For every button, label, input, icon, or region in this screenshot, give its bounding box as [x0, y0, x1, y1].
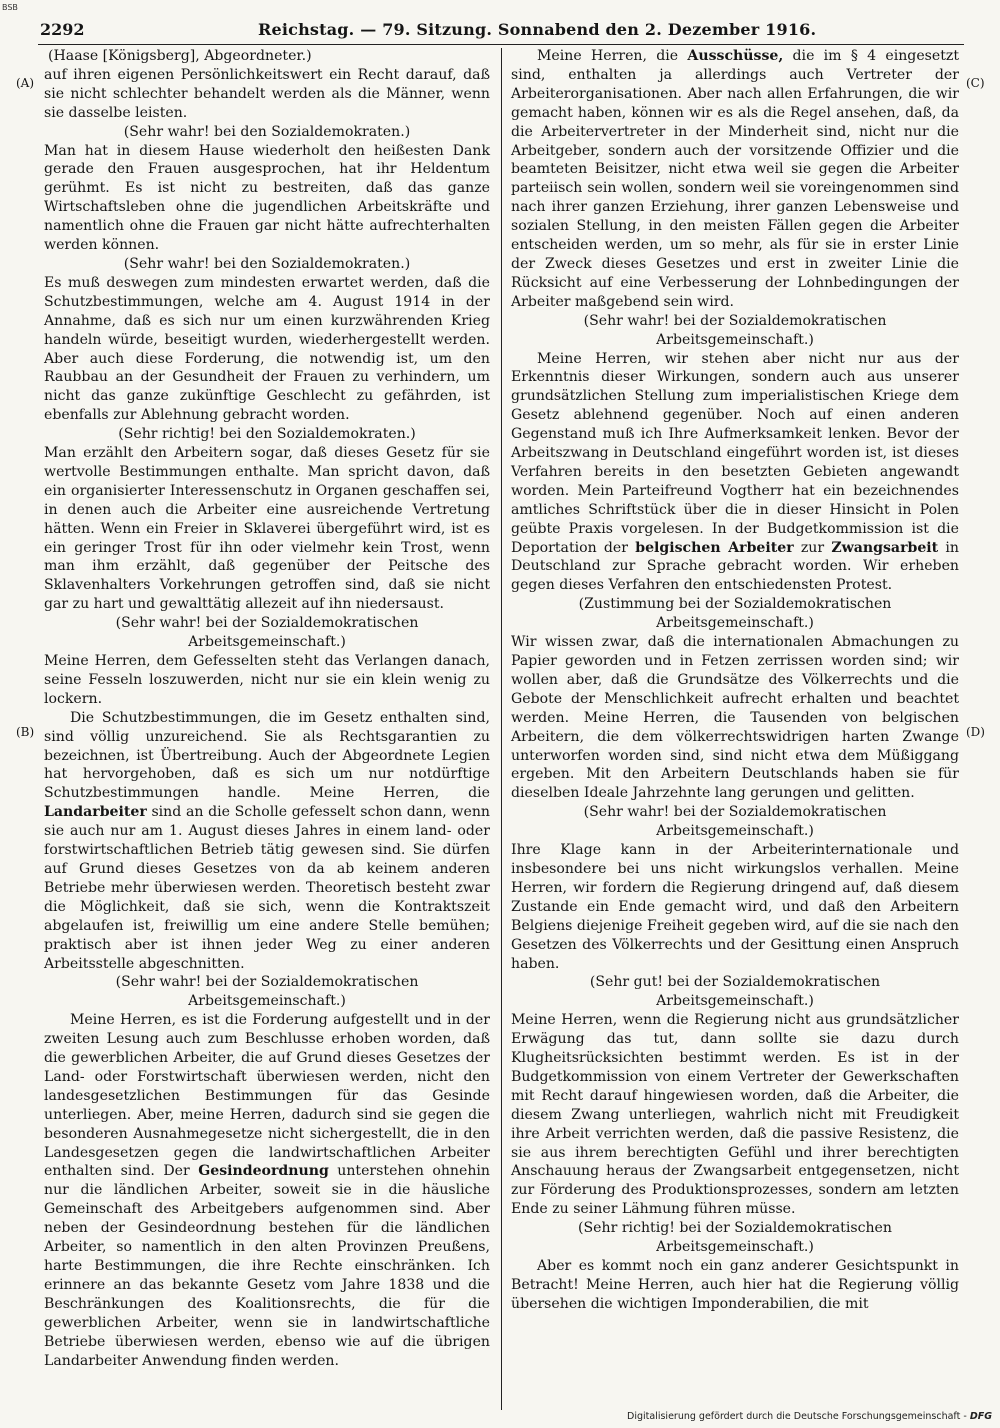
footer-text: Digitalisierung gefördert durch die Deutsche Forschungsgemeinschaft - [627, 1411, 967, 1422]
paragraph [44, 1011, 490, 1370]
reaction: (Sehr wahr! bei der Sozialdemokratischen Arbeitsgemeinschaft.) [115, 615, 419, 651]
reaction: (Sehr wahr! bei den Sozialdemokraten.) [123, 123, 411, 140]
paragraph: Meine Herren, dem Gefesselten steht das Verlangen danach, seine Fesseln loszuwerden, nicht nur sie ein klein wenig zu lockern. [44, 653, 490, 707]
text-run: sind an die Scholle gefesselt schon dann, wenn sie auch nur am 1. August dieses Jahres in einem land- oder forstwirtschaftlichen Betrieb tätig gewesen sind. Sie dürfen auf Grund dieses Gesetzes von da ab keinem anderen Betriebe mehr überwiesen werden. Theoretisch besteht zwar die Möglichkeit, daß sie sich, wenn die Kontraktszeit abgelaufen ist, freiwillig um eine andere Stelle bemühen; praktisch aber ist ihnen jeder Weg zu einer anderen Arbeitsstelle abgeschnitten. [44, 804, 490, 972]
right-column [511, 47, 959, 1314]
reaction: (Sehr wahr! bei der Sozialdemokratischen Arbeitsgemeinschaft.) [583, 312, 887, 348]
text-run: Die Schutzbestimmungen, die im Gesetz enthalten sind, sind völlig unzureichend. Sie als Rechtsgarantien zu bezeichnen, ist Übertreibung. Auch der Abgeordnete Legien hat hervorgehoben, daß es sich um nur notdürftige Schutzbestimmungen handle. Meine Herren, die [44, 709, 490, 802]
emphasis-term: Landarbeiter [44, 804, 147, 821]
header-rule [38, 44, 964, 45]
paragraph: Es muß deswegen zum mindesten erwartet werden, daß die Schutzbestimmungen, welche am 4. August 1914 in der Annahme, daß es sich nur um einen kurzwährenden Krieg handeln würde, beseitigt wurden, wiederhergestellt werden. Aber auch diese Forderung, die notwendig ist, um den Raubbau an der Gesundheit der Frauen zu verhindern, um nicht das ganze zukünftige Geschlecht zu gefährden, ist ebenfalls zur Ablehnung gebracht worden. [44, 274, 490, 424]
page-number: 2292 [40, 20, 85, 39]
column-divider [501, 48, 502, 1410]
reaction: (Sehr richtig! bei der Sozialdemokratischen Arbeitsgemeinschaft.) [578, 1220, 892, 1256]
paragraph [511, 350, 959, 596]
emphasis-term: belgischen Arbeiter [635, 539, 794, 556]
margin-marker-b: (B) [16, 725, 35, 739]
speaker-label: (Haase [Königsberg], Abgeordneter.) [48, 48, 312, 64]
text-run: unterstehen ohnehin nur die ländlichen Arbeiter, soweit sie in die häusliche Gemeinschaft des Arbeitgebers aufgenommen sind. Aber neben der Gesindeordnung bestehen für die ländlichen Arbeiter, so namentlich in den alten Provinzen Preußens, harte Bestimmungen, die ihre Rechte einschränken. Ich erinnere an das bekannte Gesetz vom Jahre 1838 und die Beschränkungen des Koalitionsrechts, die für die gewerblichen Arbeiter, wenn sie in landwirtschaftliche Betriebe überwiesen werden, ebenso wie auf die übrigen Landarbeiter Anwendung finden werden. [44, 1163, 490, 1369]
paragraph: Wir wissen zwar, daß die internationalen Abmachungen zu Papier geworden und in Fetzen zerrissen worden sind; wir wollen aber, daß die Grundsätze des Völkerrechts und die Gebote der Menschlichkeit aufrecht erhalten und beachtet werden. Meine Herren, die Tausenden von belgischen Arbeitern, die dem völkerrechtswidrigen harten Zwange unterworfen worden sind, sind nicht etwa dem Müßiggang ergeben. Mit den Arbeitern Deutschlands haben sie für dieselben Ideale Jahrzehnte lang gerungen und gelitten. [511, 634, 959, 802]
reaction: (Zustimmung bei der Sozialdemokratischen Arbeitsgemeinschaft.) [578, 596, 892, 632]
emphasis-term: Gesindeordnung [198, 1163, 329, 1180]
left-column [44, 47, 490, 1370]
reaction: (Sehr richtig! bei den Sozialdemokraten.) [118, 426, 416, 443]
running-title: Reichstag. — 79. Sitzung. Sonnabend den 2. Dezember 1916. [258, 20, 817, 39]
text-run: in Deutschland zur Sprache gebracht worden. Wir erheben gegen dieses Verfahren den entschiedensten Protest. [511, 539, 959, 594]
library-mark: BSB [2, 3, 18, 12]
paragraph: Ihre Klage kann in der Arbeiterinternationale und insbesondere bei uns nicht wirkungslos verhallen. Meine Herren, wir fordern die Regierung dringend auf, daß diesem Zustande ein Ende gemacht wird, und daß den Arbeitern Belgiens diejenige Freiheit gegeben wird, auf die sie nach den Gesetzen des Völkerrechts und der Gesittung einen Anspruch haben. [511, 842, 959, 972]
page-header [0, 18, 1000, 44]
reaction: (Sehr wahr! bei den Sozialdemokraten.) [123, 255, 411, 272]
emphasis-term: Zwangsarbeit [831, 539, 939, 556]
margin-marker-c: (C) [966, 76, 985, 90]
paragraph [44, 709, 490, 974]
reaction: (Sehr gut! bei der Sozialdemokratischen Arbeitsgemeinschaft.) [589, 974, 881, 1010]
paragraph: Man erzählt den Arbeitern sogar, daß dieses Gesetz für sie wertvolle Bestimmungen enthalte. Man spricht davon, daß ein organisierter Interessenschutz in Organen geschaffen sei, in denen auch die Arbeiter eine ausreichende Vertretung hätten. Wenn ein Freier in Sklaverei übergeführt wird, ist es ein geringer Trost für ihn oder vielmehr kein Trost, wenn man ihm erzählt, daß gegenüber der Peitsche des Sklavenhalters Vorkehrungen getroffen sind, daß sie nicht gar zu hart und gewalttätig allezeit auf ihn niedersaust. [44, 445, 490, 613]
margin-marker-d: (D) [966, 725, 985, 739]
dfg-logo: DFG [969, 1411, 992, 1422]
text-run: zur [793, 539, 832, 556]
text-run: Meine Herren, die [537, 48, 688, 64]
paragraph: Man hat in diesem Hause wiederholt den heißesten Dank gerade den Frauen ausgesprochen, hat ihr Heldentum gerühmt. Es ist nicht zu bestreiten, daß das ganze Wirtschaftsleben ohne die jugendlichen Arbeitskräfte und namentlich ohne die Frauen gar nicht hätte aufrechterhalten werden können. [44, 142, 490, 254]
margin-marker-a: (A) [16, 76, 35, 90]
paragraph [511, 47, 959, 312]
text-run: Meine Herren, es ist die Forderung aufgestellt und in der zweiten Lesung auch zum Beschlusse erhoben worden, daß die gewerblichen Arbeiter, die auf Grund dieses Gesetzes der Land- oder Forstwirtschaft überwiesen werden, nicht den landesgesetzlichen Bestimmungen für das Gesinde unterliegen. Aber, meine Herren, dadurch sind sie gegen die besonderen Ausnahmegesetze nicht sichergestellt, die in den Landesgesetzen gegen die landwirtschaftlichen Arbeiter enthalten sind. Der [44, 1012, 490, 1180]
emphasis-term: Ausschüsse, [687, 48, 784, 64]
reaction: (Sehr wahr! bei der Sozialdemokratischen Arbeitsgemeinschaft.) [583, 804, 887, 840]
digitization-footer [627, 1411, 992, 1422]
paragraph: Meine Herren, wenn die Regierung nicht aus grundsätzlicher Erwägung das tut, dann sollte sie dazu durch Klugheitsrücksichten bestimmt werden. Es ist in der Budgetkommission von einem Vertreter der Gewerkschaften mit Recht darauf hingewiesen worden, daß die Arbeiter, die diesem Zwang unterliegen, wahrlich nicht mit Freudigkeit ihre Arbeit verrichten werden, daß die passive Resistenz, die sie aus ihrem berechtigten Gefühl und ihrer berechtigten Anschauung heraus der Zwangsarbeit entgegensetzen, nicht zur Förderung des Produktionsprozesses, sondern am letzten Ende zu seiner Lähmung führen müsse. [511, 1012, 959, 1218]
text-run: die im § 4 eingesetzt sind, enthalten ja allerdings auch Vertreter der Arbeiterorganisationen. Aber nach allen Erfahrungen, die wir gemacht haben, können wir es als die Regel ansehen, daß, da die Arbeitervertreter in der Minderheit sind, nicht nur die Arbeitgeber, sondern auch der vorsitzende Offizier und die beamteten Beisitzer, nicht etwa weil sie gegen die Arbeiter parteiisch sein wollen, sondern weil sie voreingenommen sind nach ihrer ganzen Erziehung, ihrer ganzen Lebensweise und sozialen Stellung, in den meisten Fällen gegen die Arbeiter entscheiden werden, um so mehr, als für sie in erster Linie der Zweck dieses Gesetzes und erst in zweiter Linie die Rücksicht auf eine Verbesserung der Lohnbedingungen der Arbeiter maßgebend sein wird. [511, 48, 959, 310]
paragraph: auf ihren eigenen Persönlichkeitswert ein Recht darauf, daß sie nicht schlechter behandelt werden als die Männer, wenn sie dasselbe leisten. [44, 66, 490, 121]
paragraph: Aber es kommt noch ein ganz anderer Gesichtspunkt in Betracht! Meine Herren, auch hier hat die Regierung völlig übersehen die wichtigen Imponderabilien, die mit [511, 1258, 959, 1312]
reaction: (Sehr wahr! bei der Sozialdemokratischen Arbeitsgemeinschaft.) [115, 974, 419, 1010]
text-run: Meine Herren, wir stehen aber nicht nur aus der Erkenntnis dieser Wirkungen, sondern auch aus unserer grundsätzlichen Stellung zum imperialistischen Kriege dem Gesetz ablehnend gegenüber. Noch auf einen anderen Gegenstand muß ich Ihre Aufmerksamkeit lenken. Bevor der Arbeitszwang in Deutschland eingeführt worden ist, ist dieses Verfahren bereits in den besetzten Gebieten angewandt worden. Mein Parteifreund Vogtherr hat ein bezeichnendes amtliches Schriftstück über die in dieser Hinsicht in Polen geübte Praxis vorgelesen. In der Budgetkommission ist die Deportation der [511, 350, 959, 556]
